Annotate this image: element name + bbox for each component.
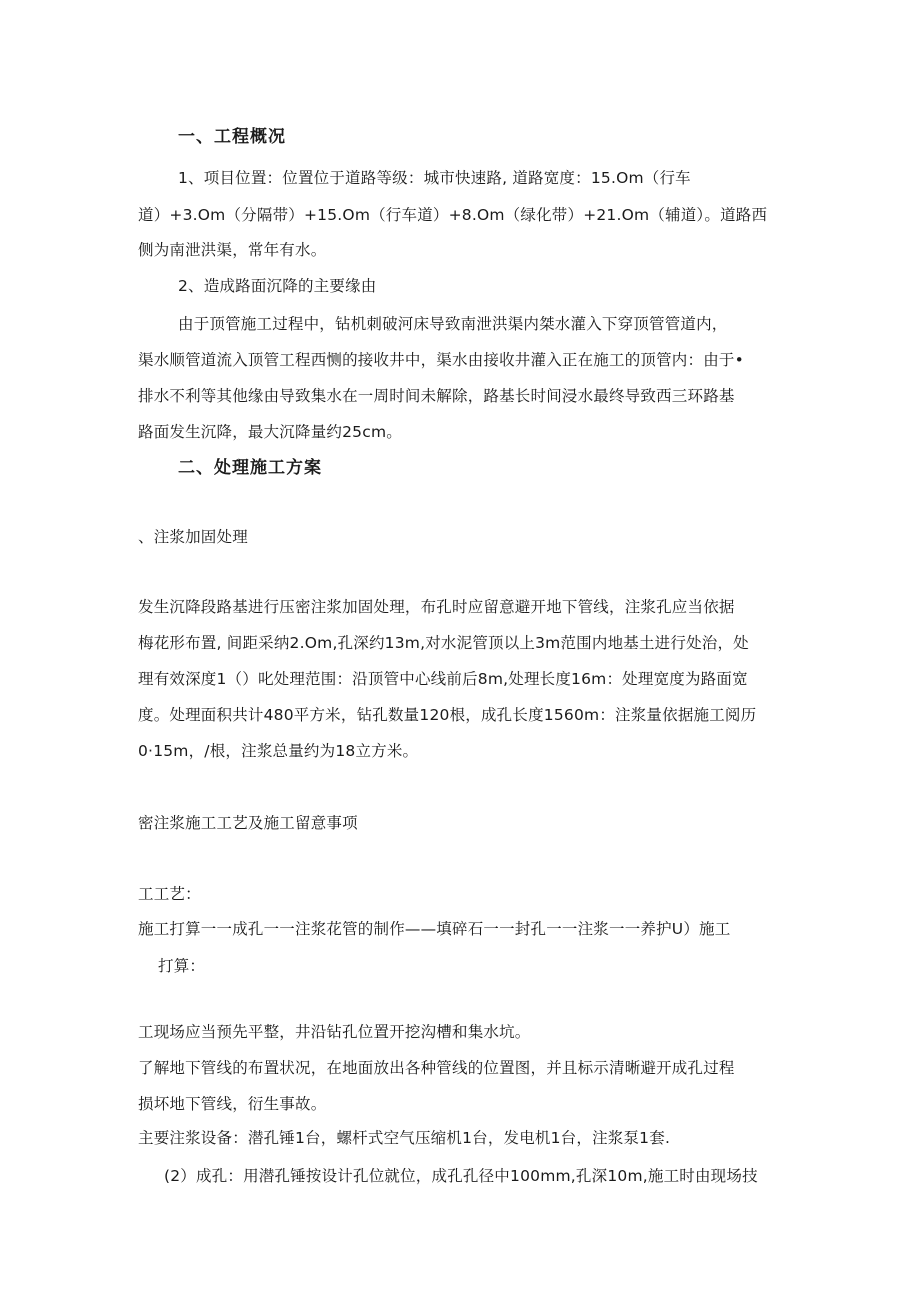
settlement-cause-title: 2、造成路面沉降的主要缘由	[178, 277, 377, 295]
grouting-para-line-2: 梅花形布置, 间距采纳2.Om,孔深约13m,对水泥管顶以上3m范围内地基土进行处治，处	[138, 634, 749, 652]
project-location-line-3: 侧为南泄洪渠，常年有水。	[138, 241, 327, 259]
process-flow-line-2: 打算：	[158, 957, 206, 975]
process-flow-line-1: 施工打算一一成孔一一注浆花管的制作——填碎石一一封孔一一注浆一一养护U）施工	[138, 920, 731, 938]
settlement-cause-line-1: 由于顶管施工过程中，钻机刺破河床导致南泄洪渠内桀水灌入下穿顶管管道内，	[178, 315, 728, 333]
process-subheading: 工工艺：	[138, 885, 201, 903]
project-location-line-2: 道）+3.Om（分隔带）+15.Om（行车道）+8.Om（绿化带）+21.Om（辅道）。道路西	[138, 206, 768, 224]
section-heading-treatment-plan: 二、处理施工方案	[178, 458, 322, 478]
site-preparation-line: 工现场应当预先平整，井沿钻孔位置开挖沟槽和集水坑。	[138, 1023, 531, 1041]
section-heading-overview: 一、工程概况	[178, 127, 286, 147]
settlement-cause-line-4: 路面发生沉降，最大沉降量约25cm。	[138, 423, 402, 441]
grouting-reinforcement-subheading: 、注浆加固处理	[138, 528, 248, 546]
project-location-line-1: 1、项目位置：位置位于道路等级：城市快速路, 道路宽度：15.Om（行车	[178, 169, 691, 187]
grouting-para-line-5: 0·15m，/根，注浆总量约为18立方米。	[138, 742, 419, 760]
grouting-para-line-3: 理有效深度1（）叱处理范围：沿顶管中心线前后8m,处理长度16m：处理宽度为路面宽	[138, 670, 748, 688]
grouting-para-line-1: 发生沉降段路基进行压密注浆加固处理，布孔时应留意避开地下管线，注浆孔应当依据	[138, 598, 735, 616]
grouting-process-subheading: 密注浆施工工艺及施工留意事项	[138, 814, 358, 832]
equipment-line: 主要注浆设备：潜孔锤1台，螺杆式空气压缩机1台，发电机1台，注浆泵1套.	[138, 1129, 671, 1147]
pipeline-survey-line-2: 损坏地下管线，衍生事故。	[138, 1095, 327, 1113]
settlement-cause-line-3: 排水不利等其他缘由导致集水在一周时间未解除，路基长时间浸水最终导致西三环路基	[138, 387, 735, 405]
drilling-line: (2）成孔：用潜孔锤按设计孔位就位，成孔孔径中100mm,孔深10m,施工时由现场技	[164, 1167, 758, 1185]
settlement-cause-line-2: 渠水顺管道流入顶管工程西恻的接收井中，渠水由接收井灌入正在施工的顶管内：由于•	[138, 351, 744, 369]
pipeline-survey-line-1: 了解地下管线的布置状况，在地面放出各种管线的位置图，并且标示清晰避开成孔过程	[138, 1059, 735, 1077]
grouting-para-line-4: 度。处理面积共计480平方米，钻孔数量120根，成孔长度1560m：注浆量依据施工阅历	[138, 706, 757, 724]
